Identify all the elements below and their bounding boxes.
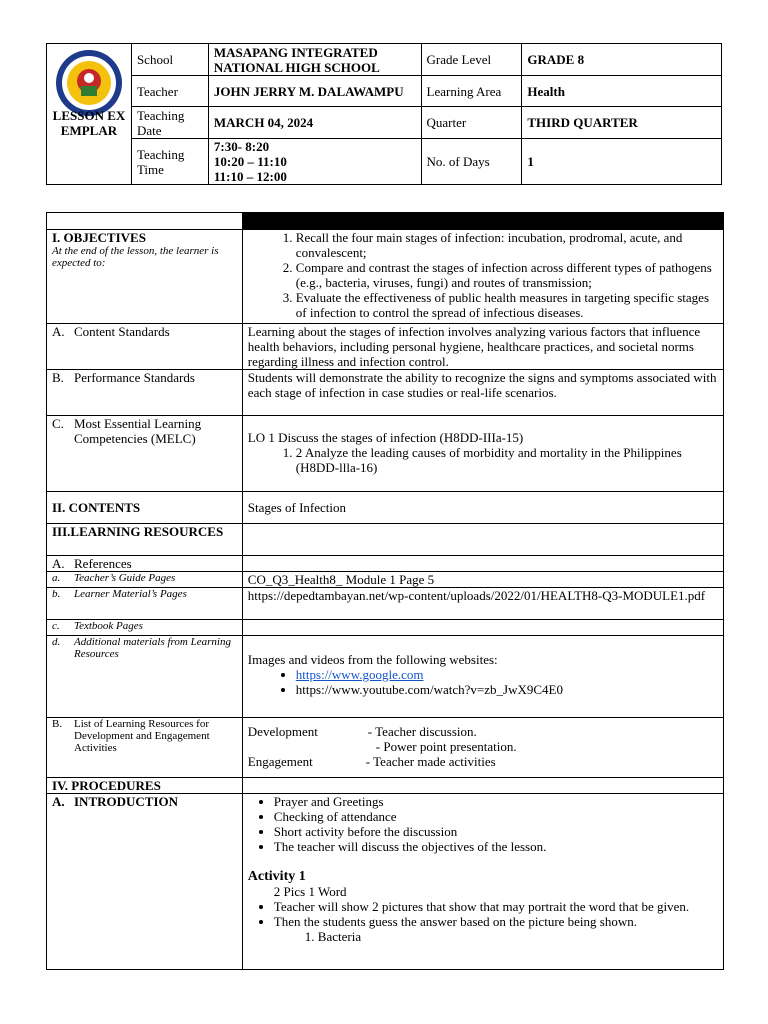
development-item: - Power point presentation. (375, 739, 517, 754)
intro-cell (242, 794, 723, 970)
references-label: References (74, 556, 132, 571)
contents-value: Stages of Infection (242, 492, 723, 524)
contents-title: II. CONTENTS (47, 492, 243, 524)
tg-label: Teacher’s Guide Pages (74, 572, 176, 584)
intro-key: A. (52, 794, 65, 809)
days-value: 1 (522, 139, 722, 185)
teacher-value: JOHN JERRY M. DALAWAMPU (208, 76, 421, 107)
quarter-label: Quarter (421, 107, 522, 139)
development-item: - Teacher discussion. (367, 724, 477, 739)
melc-key: C. (52, 416, 64, 431)
melc-cell (242, 416, 723, 492)
intro-bullet: • Short activity before the discussion (274, 824, 718, 839)
time-value: 7:30- 8:20 (213, 139, 270, 154)
performance-standards-text: Students will demonstrate the ability to recognize the signs and symptoms associated with each stage of infection in case studies or real-life scenarios. (242, 370, 723, 416)
list-key: B. (52, 718, 63, 730)
list-cell (242, 718, 723, 778)
lesson-table (46, 212, 724, 970)
objective-item: 1. Recall the four main stages of infection: incubation, prodromal, acute, and convalescent; (296, 230, 718, 260)
grade-value: GRADE 8 (522, 44, 722, 76)
additional-label: Additional materials from Learning Resources (74, 636, 231, 660)
intro-bullet: • Checking of attendance (274, 809, 718, 824)
intro-label: INTRODUCTION (74, 794, 179, 809)
melc-item: 1. 2 Analyze the leading causes of morbidity and mortality in the Philippines (H8DD-llla-16) (296, 445, 718, 475)
activity-item: 1. Bacteria (318, 929, 718, 944)
references-key: A. (52, 556, 65, 571)
melc-label: Most Essential Learning Competencies (MELC) (74, 416, 202, 446)
additional-intro: Images and videos from the following websites: (247, 652, 498, 667)
resources-title: III.LEARNING RESOURCES (47, 524, 243, 556)
blank-header-cell (47, 213, 243, 230)
performance-standards-key: B. (52, 370, 64, 385)
additional-key: d. (52, 636, 61, 648)
area-label: Learning Area (421, 76, 522, 107)
additional-cell (242, 636, 723, 718)
activity-bullet: • Then the students guess the answer based on the picture being shown. (274, 914, 718, 929)
procedures-title: IV. PROCEDURES (47, 778, 243, 794)
lm-value: https://depedtambayan.net/wp-content/uploads/2022/01/HEALTH8-Q3-MODULE1.pdf (242, 588, 723, 620)
time-value: 11:10 – 12:00 (213, 169, 287, 184)
activity-bullet: • Teacher will show 2 pictures that show that may portrait the word that be given. (274, 899, 718, 914)
intro-bullet: • Prayer and Greetings (274, 794, 718, 809)
youtube-link-text: • https://www.youtube.com/watch?v=zb_JwX9C4E0 (296, 682, 718, 697)
google-link[interactable]: https://www.google.com (295, 667, 424, 682)
black-header-bar (242, 213, 723, 230)
objective-item: 2. Compare and contrast the stages of infection across different types of pathogens (e.g., bacteria, viruses, fungi) and routes of transmission; (296, 260, 718, 290)
activity-title: Activity 1 (247, 869, 306, 884)
lm-label: Learner Material’s Pages (74, 588, 187, 600)
school-label: School (131, 44, 208, 76)
list-label: List of Learning Resources for Development and Engagement Activities (74, 718, 210, 754)
engagement-label: Engagement (247, 754, 313, 769)
grade-label: Grade Level (421, 44, 522, 76)
time-values (208, 139, 421, 185)
time-value: 10:20 – 11:10 (213, 154, 287, 169)
intro-bullet: • The teacher will discuss the objectives of the lesson. (274, 839, 718, 854)
objectives-list-cell (242, 230, 723, 324)
quarter-value: THIRD QUARTER (522, 107, 722, 139)
tg-key: a. (52, 572, 61, 584)
date-label: Teaching Date (131, 107, 208, 139)
logo-cell (47, 44, 132, 185)
engagement-item: - Teacher made activities (365, 754, 496, 769)
tg-value: CO_Q3_Health8_ Module 1 Page 5 (242, 572, 723, 588)
teacher-label: Teacher (131, 76, 208, 107)
activity-name: 2 Pics 1 Word (273, 884, 347, 899)
days-label: No. of Days (421, 139, 522, 185)
area-value: Health (522, 76, 722, 107)
objective-item: 3. Evaluate the effectiveness of public health measures in targeting specific stages of infection to control the spread of infectious diseases. (296, 290, 718, 320)
lesson-exemplar-label: LESSON EXEMPLAR (52, 108, 126, 138)
tb-key: c. (52, 620, 60, 632)
tb-value (242, 620, 723, 636)
references-blank (242, 556, 723, 572)
objectives-subtitle: At the end of the lesson, the learner is expected to: (52, 245, 219, 269)
melc-lo: LO 1 Discuss the stages of infection (H8DD-IIIa-15) (247, 430, 524, 445)
content-standards-label: Content Standards (74, 324, 170, 339)
header-table (46, 43, 722, 185)
objectives-title: I. OBJECTIVES (52, 230, 146, 245)
school-value: MASAPANG INTEGRATED NATIONAL HIGH SCHOOL (208, 44, 421, 76)
development-label: Development (247, 724, 318, 739)
resources-blank (242, 524, 723, 556)
date-value: MARCH 04, 2024 (208, 107, 421, 139)
lm-key: b. (52, 588, 61, 600)
time-label: Teaching Time (131, 139, 208, 185)
objectives-cell (47, 230, 243, 324)
content-standards-key: A. (52, 324, 65, 339)
content-standards-text: Learning about the stages of infection involves analyzing various factors that influence health behaviors, including personal hygiene, healthcare practices, and societal norms regarding illness and infection control. (242, 324, 723, 370)
performance-standards-label: Performance Standards (74, 370, 195, 385)
tb-label: Textbook Pages (74, 620, 143, 632)
procedures-blank (242, 778, 723, 794)
